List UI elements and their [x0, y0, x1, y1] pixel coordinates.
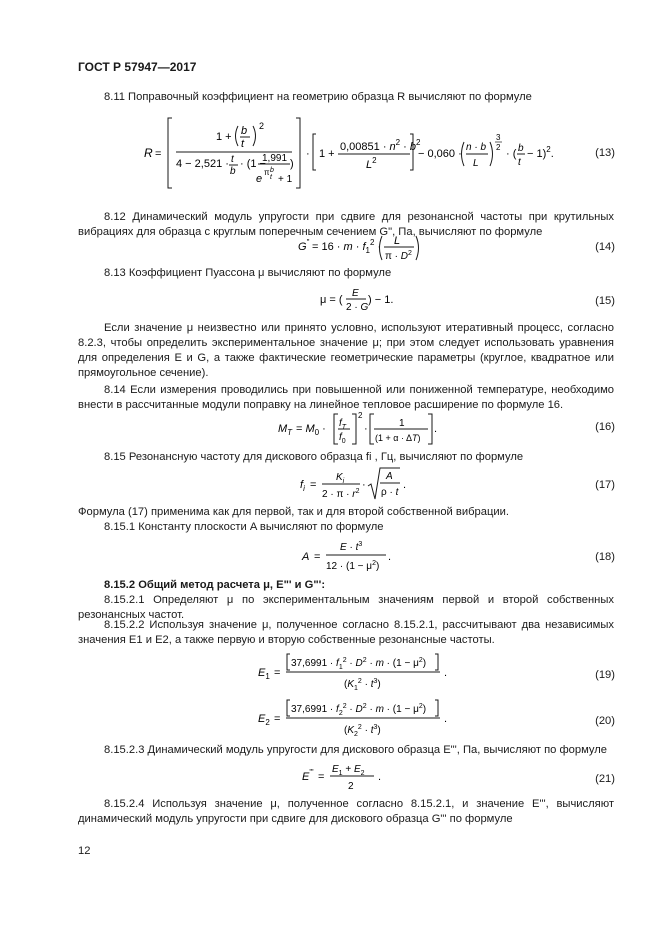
svg-text:.: . [444, 667, 448, 679]
svg-text:e: e [256, 173, 263, 185]
svg-text:2: 2 [496, 143, 501, 152]
svg-text:=: = [274, 667, 281, 679]
svg-text:4 − 2,521 ·: 4 − 2,521 · [176, 158, 229, 170]
paragraph-8-11: 8.11 Поправочный коэффициент на геометрию образца R вычисляют по формуле [104, 91, 532, 103]
svg-text:= M0 ·: = $M_0$ · [296, 423, 326, 437]
svg-text:t: t [241, 138, 245, 150]
equation-16-formula [276, 408, 466, 448]
svg-text:b: b [241, 125, 248, 137]
svg-text:E1: $E_1$ [258, 667, 270, 681]
paragraph-mu-note: Если значение μ неизвестно или принято условно, используют итеративный процесс, согласно 8.2.3, чтобы определить экспериментальное значение μ; при этом следует использовать уравнения для определения E и G, а также фактические геометрические параметры (круглое, квадратное или прямоугольное сечение). [78, 322, 614, 379]
svg-text:0,00851 · n2 · b2: $0,00851 \cdot n^2 \cdot b^2$ [340, 138, 421, 153]
svg-text:fT: $f_T$ [339, 418, 347, 431]
svg-text:ρ · t: ρ · t [381, 487, 399, 498]
svg-text:π · D2: $\pi \cdot D^2$ [385, 250, 412, 262]
svg-text:=: = [318, 771, 325, 783]
svg-text:− 0,060 ·: − 0,060 · [418, 148, 462, 160]
svg-text:1 +: 1 + [319, 148, 335, 160]
paragraph-8-15-2-2: 8.15.2.2 Используя значение μ, полученное согласно 8.15.2.1, рассчитывают два независимых значения E1 и E2, а также первую и вторую собственные резонансные частоты. [78, 619, 614, 646]
equation-18-number: (18) [595, 551, 615, 563]
svg-text:2 · π · r2: $2 \cdot \pi \cdot r^2$ [322, 488, 360, 500]
equation-13-formula [120, 114, 554, 192]
svg-text:.: . [444, 713, 448, 725]
equation-18-formula [300, 536, 400, 576]
svg-text:t: t [231, 154, 234, 165]
equation-20-formula [256, 698, 456, 738]
heading-8-15-2: 8.15.2 Общий метод расчета μ, E"' и G"': [104, 579, 326, 591]
svg-text:1: 1 [399, 418, 405, 429]
svg-text:.: . [388, 551, 392, 563]
svg-text:(1 + α · ΔT): (1 + α · ΔT) [375, 433, 421, 443]
svg-text:A: A [386, 471, 393, 482]
equation-20-number: (20) [595, 715, 615, 727]
svg-text:E · t3: $E \cdot t^3$ [340, 541, 363, 553]
svg-text:π: π [264, 168, 270, 177]
svg-text:2: 2 [348, 781, 354, 792]
paragraph-8-15: 8.15 Резонансную частоту для дискового образца fi , Гц, вычисляют по формуле [104, 451, 524, 463]
paragraph-8-15-2-4: 8.15.2.4 Используя значение μ, полученное согласно 8.15.2.1, и значение E"', вычисляют динамический модуль упругости при сдвиге для дискового образца G"' по формуле [78, 798, 614, 825]
svg-text:·: · [364, 423, 368, 435]
svg-text:E: E [352, 288, 359, 299]
svg-text:.: . [378, 771, 382, 783]
svg-text:.: . [434, 423, 438, 435]
equation-13-number: (13) [595, 147, 615, 159]
svg-text:− 1)2.: − 1)$^2$. [527, 145, 554, 160]
svg-text:3: 3 [496, 133, 501, 142]
svg-text:L: L [473, 158, 479, 169]
paragraph-8-15-2-1: 8.15.2.1 Определяют μ по экспериментальным значениям первой и второй собственных резонансных частот. [78, 594, 614, 621]
svg-text:(K12 · t3): $(K_1^2 \cdot t^3)$ [344, 678, 381, 692]
svg-text:2: 2 [358, 411, 363, 420]
svg-text:G": G" [298, 238, 310, 253]
svg-text:2: 2 [259, 121, 265, 131]
svg-text:b: b [230, 166, 236, 177]
svg-text:L: L [394, 235, 401, 247]
document-header: ГОСТ Р 57947—2017 [78, 60, 197, 74]
svg-text:A: A [302, 551, 310, 563]
svg-text:·: · [306, 148, 310, 160]
equation-15-number: (15) [595, 295, 615, 307]
equation-17-number: (17) [595, 479, 615, 491]
equation-21-number: (21) [595, 773, 615, 785]
svg-text:b: b [518, 143, 524, 154]
svg-text:=: = [310, 479, 317, 491]
svg-text:) − 1.: ) − 1. [368, 294, 394, 306]
svg-text:E1 + E2: $E_1 + E_2$ [332, 764, 365, 777]
svg-text:2 · G: 2 · G [346, 302, 369, 313]
svg-text:b: b [270, 167, 274, 174]
svg-text:E2: $E_2$ [258, 713, 270, 727]
equation-19-number: (19) [595, 669, 615, 681]
equation-14-number: (14) [595, 241, 615, 253]
svg-text:+ 1: + 1 [278, 174, 293, 185]
svg-text:E"': E"' [302, 768, 314, 783]
svg-text:·: · [362, 479, 366, 491]
svg-text:(K22 · t3): $(K_2^2 \cdot t^3)$ [344, 724, 381, 738]
svg-text:f0: $f_0$ [339, 432, 346, 445]
svg-text:.: . [403, 479, 407, 491]
svg-text:=: = [274, 713, 281, 725]
equation-15-formula [318, 284, 398, 316]
paragraph-8-12: 8.12 Динамический модуль упругости при сдвиге для резонансной частоты при крутильных вибрациях для образца с круглым поперечным сечением G", Па, вычисляют по формуле [78, 211, 614, 238]
equation-19-formula [256, 652, 456, 692]
svg-text:R: R [144, 146, 153, 160]
svg-text:t: t [518, 157, 521, 168]
svg-text:= 16 · m · f12 ·: = $16 \cdot m \cdot f_1^2$ · [312, 238, 382, 255]
paragraph-8-15-2-3: 8.15.2.3 Динамический модуль упругости для дискового образца E"', Па, вычисляют по формуле [104, 744, 608, 756]
equation-16-number: (16) [595, 421, 615, 433]
paragraph-8-15-1: 8.15.1 Константу плоскости A вычисляют по формуле [104, 521, 384, 533]
svg-text:=: = [155, 148, 162, 160]
page-number: 12 [78, 845, 91, 857]
svg-text:1 +: 1 + [216, 131, 232, 143]
svg-text:37,6991 · f22 · D2 · m · (1 −: $37,6991 \cdot f_2^2 \cdot D^2 \cdot m \cdot (1 - \mu^2)$ [291, 703, 427, 717]
paragraph-formula-17-note: Формула (17) применима как для первой, так и для второй собственной вибрации. [78, 506, 509, 518]
svg-text:): ) [290, 158, 294, 170]
equation-21-formula [300, 760, 410, 798]
svg-text:1,991: 1,991 [262, 153, 288, 164]
svg-text:12 · (1 − μ2): $12 \cdot (1 - \mu^2)$ [326, 560, 380, 572]
svg-text:Ki: $K_i$ [336, 472, 345, 485]
svg-text:· (1 −: · (1 − [240, 158, 266, 170]
svg-text:· (: · ( [506, 148, 517, 160]
svg-text:=: = [314, 551, 321, 563]
equation-14-formula [296, 232, 426, 264]
svg-text:fi: $f_i$ [300, 479, 305, 493]
svg-text:μ = (: μ = ( [320, 294, 343, 306]
paragraph-8-13: 8.13 Коэффициент Пуассона μ вычисляют по формуле [104, 267, 392, 279]
paragraph-8-14: 8.14 Если измерения проводились при повышенной или пониженной температуре, необходимо внести в рассчитанные модули поправку на линейное тепловое расширение по формуле 16. [78, 384, 614, 411]
svg-text:n · b: n · b [466, 142, 487, 153]
equation-17-formula [298, 466, 418, 504]
svg-text:t: t [270, 174, 272, 181]
svg-text:37,6991 · f12 · D2 · m · (1 −: $37,6991 \cdot f_1^2 \cdot D^2 \cdot m \cdot (1 - \mu^2)$ [291, 657, 427, 671]
svg-text:MT: $M_T$ [278, 423, 293, 437]
svg-text:L2: $L^2$ [366, 156, 377, 171]
